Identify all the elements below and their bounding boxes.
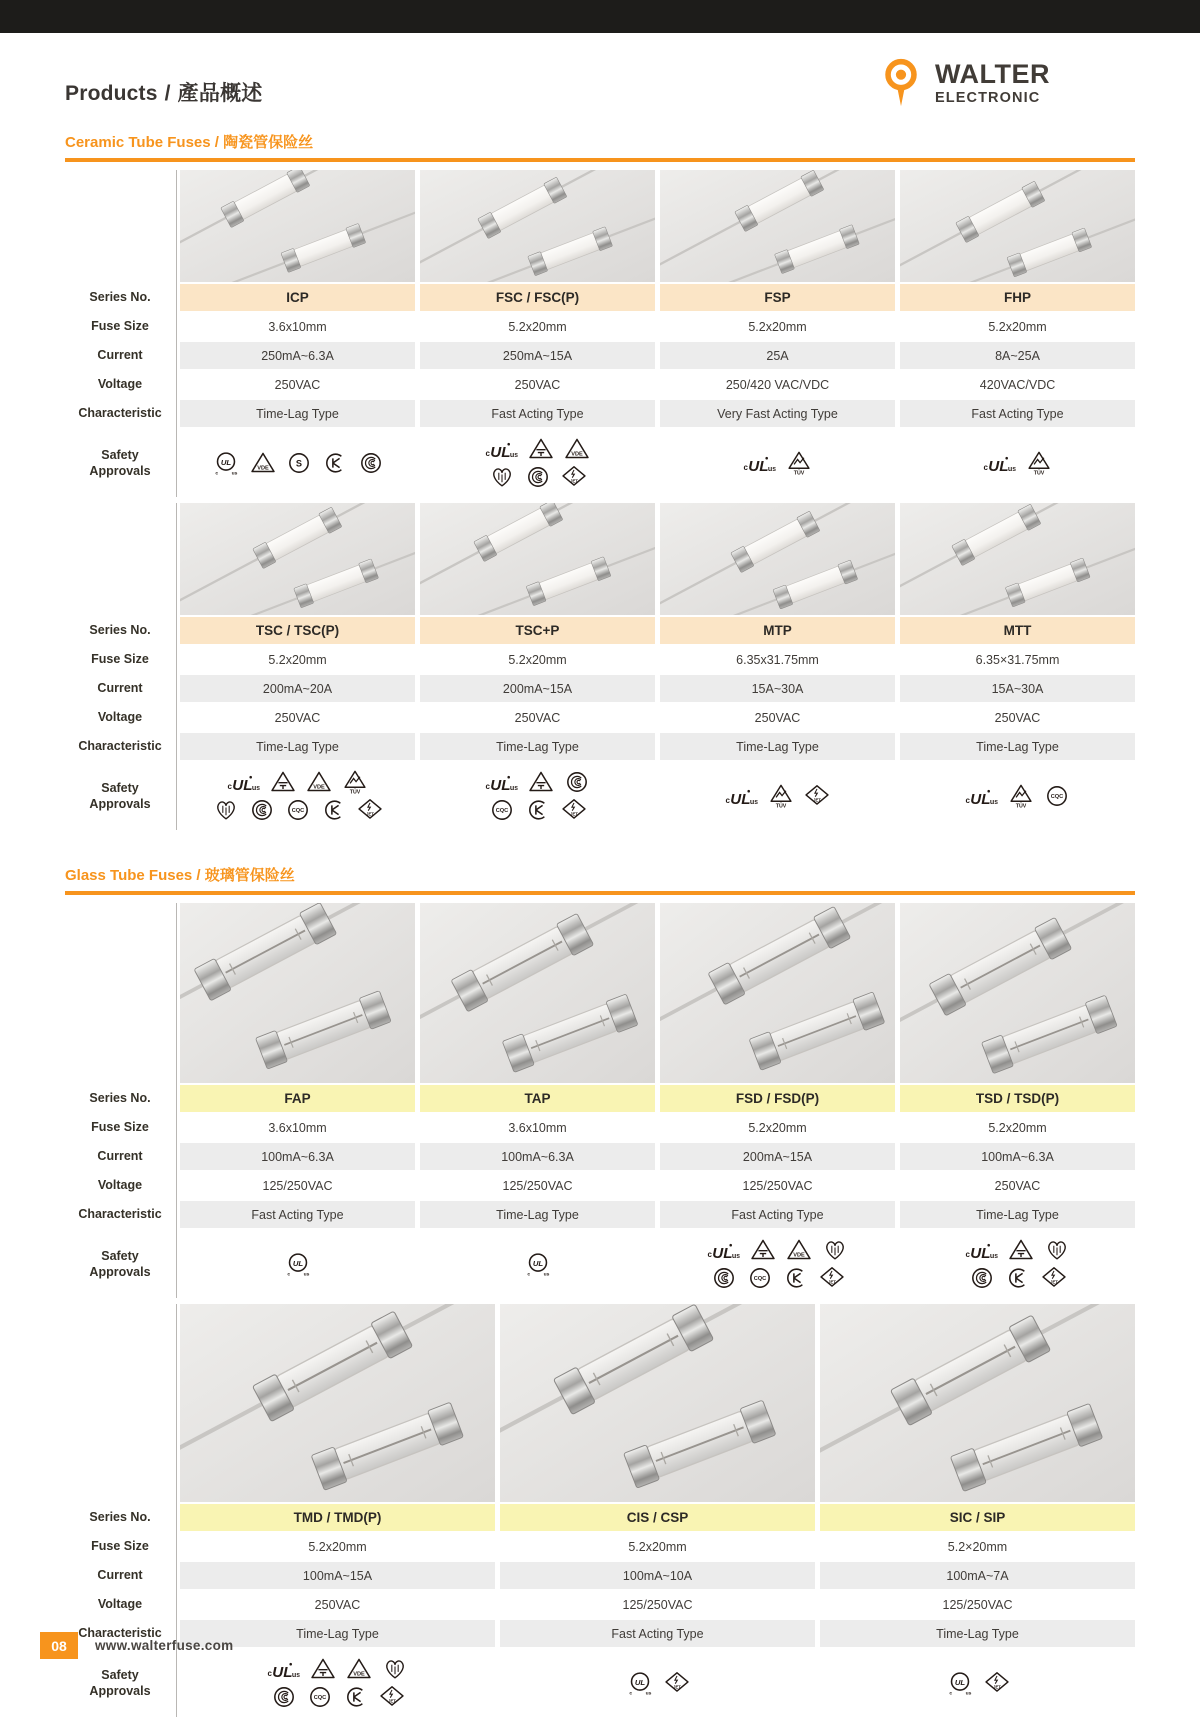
cert-row [282, 1252, 314, 1276]
row-label-characteristic: Characteristic [78, 1207, 162, 1222]
characteristic-cell: Time-Lag Type [420, 733, 655, 760]
current-cell: 200mA~20A [180, 675, 415, 702]
cert-tuv-icon [340, 770, 370, 794]
page-footer [40, 1632, 233, 1659]
size-cell: 3.6x10mm [508, 1120, 567, 1135]
website-link[interactable]: www.walterfuse.com [95, 1638, 234, 1653]
characteristic-cell: Fast Acting Type [900, 400, 1135, 427]
row-label-current: Current [97, 1149, 143, 1164]
photo-row-label-spacer [65, 903, 175, 1083]
product-photo [500, 1304, 815, 1502]
row-label-current: Current [97, 348, 143, 363]
fuse-photo-illustration [660, 903, 895, 1083]
row-label-size: Fuse Size [91, 1539, 149, 1554]
product-photo [420, 170, 655, 282]
cert-row [723, 784, 832, 808]
series-cell: TSC+P [420, 617, 655, 644]
page-header [65, 55, 1135, 123]
section-heading-glass: Glass Tube Fuses / 玻璃管保险丝 [65, 867, 295, 884]
row-label-current: Current [97, 1568, 143, 1583]
cert-tmark-icon [268, 770, 298, 794]
cert-kc-icon [781, 1266, 811, 1290]
series-cell: FHP [900, 284, 1135, 311]
cert-vde-icon [784, 1238, 814, 1262]
current-cell: 100mA~6.3A [180, 1143, 415, 1170]
safety-label-line2: Approvals [89, 464, 151, 478]
safety-approvals-cell [820, 1649, 1135, 1717]
cert-jet-icon [662, 1671, 692, 1695]
safety-label-line2: Approvals [89, 797, 151, 811]
voltage-cell: 250VAC [514, 710, 561, 725]
row-label-current: Current [97, 681, 143, 696]
cert-tuv-icon [784, 451, 814, 475]
characteristic-cell: Fast Acting Type [180, 1201, 415, 1228]
row-label-series: Series No. [89, 290, 151, 305]
fuse-photo-illustration [820, 1304, 1135, 1502]
size-cell: 6.35x31.75mm [736, 652, 819, 667]
characteristic-cell: Time-Lag Type [820, 1620, 1135, 1647]
safety-approvals-cell [500, 1649, 815, 1717]
current-cell: 200mA~15A [420, 675, 655, 702]
characteristic-cell: Time-Lag Type [660, 733, 895, 760]
series-cell: TAP [420, 1085, 655, 1112]
cert-cqc-icon [1042, 784, 1072, 808]
current-cell: 8A~25A [900, 342, 1135, 369]
voltage-cell: 250VAC [994, 1178, 1041, 1193]
walter-logo-icon [876, 55, 926, 111]
brand-subtitle: ELECTRONIC [935, 89, 1041, 106]
current-cell: 100mA~6.3A [900, 1143, 1135, 1170]
voltage-cell: 125/250VAC [262, 1178, 333, 1193]
safety-approvals-cell [180, 1230, 415, 1298]
photo-row-label-spacer [65, 1304, 175, 1502]
size-cell: 5.2×20mm [947, 1539, 1008, 1554]
cert-kc-icon [341, 1685, 371, 1709]
cert-ccc-icon [356, 451, 386, 475]
safety-approvals-cell [660, 762, 895, 830]
current-cell: 100mA~6.3A [420, 1143, 655, 1170]
row-label-characteristic: Characteristic [78, 739, 162, 754]
row-label-voltage: Voltage [97, 1178, 143, 1193]
cert-ccc-icon [562, 770, 592, 794]
page-title-zh: 產品概述 [177, 82, 263, 105]
cert-ulcircle-icon [282, 1252, 314, 1276]
cert-row [522, 1252, 554, 1276]
size-cell: 3.6x10mm [268, 319, 327, 334]
cert-row [225, 770, 370, 794]
cert-kc-icon [319, 798, 349, 822]
safety-approvals-cell [420, 1230, 655, 1298]
series-cell: MTT [900, 617, 1135, 644]
current-cell: 15A~30A [900, 675, 1135, 702]
product-photo [900, 903, 1135, 1083]
cert-vde-icon [344, 1657, 374, 1681]
cert-ccc-icon [523, 465, 553, 489]
voltage-cell: 250VAC [514, 377, 561, 392]
cert-cqc-icon [283, 798, 313, 822]
cert-tuv-icon [766, 784, 796, 808]
cert-row [483, 437, 592, 461]
current-cell: 250mA~15A [420, 342, 655, 369]
voltage-cell: 420VAC/VDC [979, 377, 1056, 392]
cert-culus-icon [483, 770, 520, 794]
row-label-safety-approvals [65, 1649, 175, 1717]
voltage-cell: 250VAC [994, 710, 1041, 725]
catalog-sections [65, 131, 1135, 1717]
cert-vde-icon [562, 437, 592, 461]
brand-text [935, 58, 1050, 106]
cert-tmark-icon [748, 1238, 778, 1262]
product-photo [900, 170, 1135, 282]
size-cell: 5.2x20mm [748, 1120, 807, 1135]
size-cell: 5.2x20mm [988, 319, 1047, 334]
cert-tmark-icon [526, 770, 556, 794]
cert-row [709, 1266, 847, 1290]
cert-culus-icon [225, 770, 262, 794]
product-photo [900, 503, 1135, 615]
safety-label-line1: Safety [101, 447, 139, 462]
cert-row [944, 1671, 1012, 1695]
product-photo [660, 503, 895, 615]
size-cell: 5.2x20mm [268, 652, 327, 667]
cert-jet-icon [802, 784, 832, 808]
voltage-cell: 250VAC [754, 710, 801, 725]
cert-kc-icon [1003, 1266, 1033, 1290]
product-photo [420, 903, 655, 1083]
product-photo [420, 503, 655, 615]
cert-tuv-icon [1006, 784, 1036, 808]
cert-heart-icon [1042, 1238, 1072, 1262]
section-heading-underline [65, 158, 1135, 162]
safety-label-line1: Safety [101, 780, 139, 795]
fuse-photo-illustration [900, 503, 1135, 615]
characteristic-cell: Time-Lag Type [900, 733, 1135, 760]
safety-approvals-cell [900, 1230, 1135, 1298]
cert-row [265, 1657, 410, 1681]
series-cell: FSC / FSC(P) [420, 284, 655, 311]
row-label-voltage: Voltage [97, 1597, 143, 1612]
current-cell: 100mA~7A [820, 1562, 1135, 1589]
fuse-photo-illustration [180, 903, 415, 1083]
cert-tuv-icon [1024, 451, 1054, 475]
photo-row-label-spacer [65, 503, 175, 615]
page-title-separator: / [164, 82, 171, 105]
product-photo [180, 503, 415, 615]
cert-cqc-icon [487, 798, 517, 822]
fuse-photo-illustration [900, 903, 1135, 1083]
cert-jet-icon [982, 1671, 1012, 1695]
size-cell: 5.2x20mm [508, 652, 567, 667]
safety-label-line1: Safety [101, 1667, 139, 1682]
cert-row [210, 451, 386, 475]
current-cell: 250mA~6.3A [180, 342, 415, 369]
cert-kc-icon [523, 798, 553, 822]
row-label-voltage: Voltage [97, 377, 143, 392]
row-label-characteristic: Characteristic [78, 406, 162, 421]
cert-jet-icon [559, 798, 589, 822]
series-cell: FSP [660, 284, 895, 311]
cert-jet-icon [817, 1266, 847, 1290]
voltage-cell: 250VAC [274, 377, 321, 392]
product-photo [180, 903, 415, 1083]
safety-approvals-cell [180, 762, 415, 830]
characteristic-cell: Fast Acting Type [420, 400, 655, 427]
characteristic-cell: Time-Lag Type [180, 400, 415, 427]
fuse-photo-illustration [180, 503, 415, 615]
section-ceramic [65, 131, 1135, 830]
table-divider-line [176, 503, 177, 830]
size-cell: 5.2x20mm [748, 319, 807, 334]
cert-row [963, 1238, 1072, 1262]
characteristic-cell: Time-Lag Type [180, 1620, 495, 1647]
safety-label-line2: Approvals [89, 1265, 151, 1279]
cert-row [963, 784, 1072, 808]
safety-approvals-cell [420, 429, 655, 497]
safety-approvals-cell [180, 1649, 495, 1717]
cert-row [487, 465, 589, 489]
table-divider-line [176, 903, 177, 1298]
current-cell: 100mA~10A [500, 1562, 815, 1589]
cert-jet-icon [377, 1685, 407, 1709]
row-label-series: Series No. [89, 623, 151, 638]
voltage-cell: 125/250VAC [942, 1597, 1013, 1612]
cert-row [269, 1685, 407, 1709]
cert-ccc-icon [709, 1266, 739, 1290]
cert-ulcircle-icon [522, 1252, 554, 1276]
size-cell: 3.6x10mm [268, 1120, 327, 1135]
cert-ulcircle-icon [210, 451, 242, 475]
safety-approvals-cell [660, 429, 895, 497]
table-divider-line [176, 170, 177, 497]
cert-row [624, 1671, 692, 1695]
cert-tmark-icon [308, 1657, 338, 1681]
row-label-size: Fuse Size [91, 652, 149, 667]
brand-name: WALTER [935, 58, 1050, 89]
size-cell: 5.2x20mm [508, 319, 567, 334]
safety-label-line2: Approvals [89, 1684, 151, 1698]
series-cell: FAP [180, 1085, 415, 1112]
product-table-glass-1 [65, 903, 1135, 1298]
cert-row [741, 451, 814, 475]
voltage-cell: 125/250VAC [622, 1597, 693, 1612]
safety-approvals-cell [180, 429, 415, 497]
cert-s-icon [284, 451, 314, 475]
safety-approvals-cell [900, 762, 1135, 830]
product-photo [820, 1304, 1135, 1502]
safety-approvals-cell [660, 1230, 895, 1298]
series-cell: MTP [660, 617, 895, 644]
fuse-photo-illustration [500, 1304, 815, 1502]
section-heading-underline [65, 891, 1135, 895]
cert-heart-icon [820, 1238, 850, 1262]
cert-culus-icon [741, 451, 778, 475]
size-cell: 5.2x20mm [628, 1539, 687, 1554]
voltage-cell: 125/250VAC [742, 1178, 813, 1193]
series-cell: CIS / CSP [500, 1504, 815, 1531]
cert-culus-icon [483, 437, 520, 461]
voltage-cell: 250VAC [314, 1597, 361, 1612]
cert-kc-icon [320, 451, 350, 475]
characteristic-cell: Fast Acting Type [660, 1201, 895, 1228]
fuse-photo-illustration [900, 170, 1135, 282]
row-label-characteristic: Characteristic [78, 1626, 162, 1641]
row-label-safety-approvals [65, 1230, 175, 1298]
safety-approvals-cell [900, 429, 1135, 497]
current-cell: 15A~30A [660, 675, 895, 702]
voltage-cell: 125/250VAC [502, 1178, 573, 1193]
cert-row [967, 1266, 1069, 1290]
current-cell: 100mA~15A [180, 1562, 495, 1589]
product-photo [180, 170, 415, 282]
size-cell: 5.2x20mm [308, 1539, 367, 1554]
size-cell: 6.35×31.75mm [975, 652, 1060, 667]
fuse-photo-illustration [180, 1304, 495, 1502]
series-cell: SIC / SIP [820, 1504, 1135, 1531]
cert-jet-icon [559, 465, 589, 489]
row-label-safety-approvals [65, 429, 175, 497]
cert-tmark-icon [1006, 1238, 1036, 1262]
fuse-photo-illustration [180, 170, 415, 282]
section-glass [65, 864, 1135, 1717]
cert-culus-icon [265, 1657, 302, 1681]
series-cell: TSD / TSD(P) [900, 1085, 1135, 1112]
fuse-photo-illustration [660, 503, 895, 615]
cert-heart-icon [380, 1657, 410, 1681]
row-label-safety-approvals [65, 762, 175, 830]
cert-cqc-icon [305, 1685, 335, 1709]
cert-tmark-icon [526, 437, 556, 461]
cert-ccc-icon [247, 798, 277, 822]
characteristic-cell: Fast Acting Type [500, 1620, 815, 1647]
voltage-cell: 250VAC [274, 710, 321, 725]
series-cell: TSC / TSC(P) [180, 617, 415, 644]
cert-ccc-icon [269, 1685, 299, 1709]
product-table-ceramic-2 [65, 503, 1135, 830]
fuse-photo-illustration [420, 903, 655, 1083]
cert-row [487, 798, 589, 822]
product-photo [660, 903, 895, 1083]
cert-jet-icon [355, 798, 385, 822]
product-photo [180, 1304, 495, 1502]
cert-cqc-icon [745, 1266, 775, 1290]
cert-ccc-icon [967, 1266, 997, 1290]
top-black-bar [0, 0, 1200, 33]
fuse-photo-illustration [420, 170, 655, 282]
series-cell: FSD / FSD(P) [660, 1085, 895, 1112]
row-label-size: Fuse Size [91, 319, 149, 334]
cert-ulcircle-icon [624, 1671, 656, 1695]
row-label-series: Series No. [89, 1091, 151, 1106]
row-label-voltage: Voltage [97, 710, 143, 725]
cert-heart-icon [211, 798, 241, 822]
cert-culus-icon [963, 1238, 1000, 1262]
fuse-photo-illustration [420, 503, 655, 615]
cert-row [483, 770, 592, 794]
cert-vde-icon [304, 770, 334, 794]
row-label-size: Fuse Size [91, 1120, 149, 1135]
characteristic-cell: Time-Lag Type [420, 1201, 655, 1228]
product-table-ceramic-1 [65, 170, 1135, 497]
voltage-cell: 250/420 VAC/VDC [725, 377, 830, 392]
page-title [65, 77, 262, 107]
series-cell: ICP [180, 284, 415, 311]
current-cell: 200mA~15A [660, 1143, 895, 1170]
cert-vde-icon [248, 451, 278, 475]
current-cell: 25A [660, 342, 895, 369]
characteristic-cell: Time-Lag Type [180, 733, 415, 760]
series-cell: TMD / TMD(P) [180, 1504, 495, 1531]
cert-heart-icon [487, 465, 517, 489]
page-title-en: Products [65, 82, 158, 105]
characteristic-cell: Time-Lag Type [900, 1201, 1135, 1228]
cert-ulcircle-icon [944, 1671, 976, 1695]
brand-logo [876, 55, 1050, 111]
safety-label-line1: Safety [101, 1248, 139, 1263]
cert-culus-icon [723, 784, 760, 808]
product-photo [660, 170, 895, 282]
safety-approvals-cell [420, 762, 655, 830]
cert-jet-icon [1039, 1266, 1069, 1290]
cert-culus-icon [963, 784, 1000, 808]
row-label-series: Series No. [89, 1510, 151, 1525]
fuse-photo-illustration [660, 170, 895, 282]
cert-culus-icon [705, 1238, 742, 1262]
cert-row [981, 451, 1054, 475]
cert-row [211, 798, 385, 822]
size-cell: 5.2x20mm [988, 1120, 1047, 1135]
cert-culus-icon [981, 451, 1018, 475]
section-heading-ceramic: Ceramic Tube Fuses / 陶瓷管保险丝 [65, 134, 314, 151]
characteristic-cell: Very Fast Acting Type [660, 400, 895, 427]
cert-row [705, 1238, 850, 1262]
photo-row-label-spacer [65, 170, 175, 282]
page-number-badge: 08 [40, 1632, 78, 1659]
